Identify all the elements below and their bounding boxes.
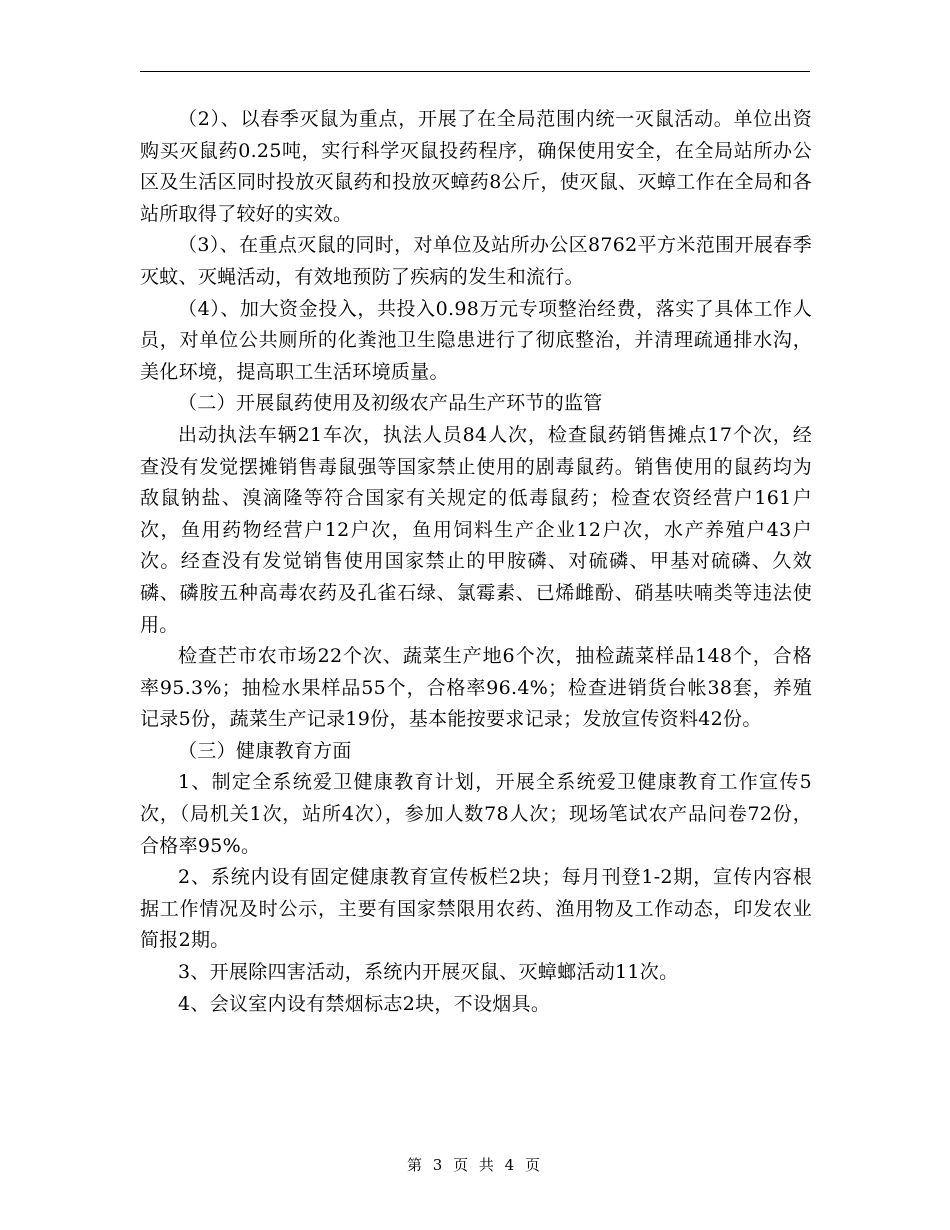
section-heading-health-education: （三）健康教育方面 <box>178 739 352 762</box>
paragraph-funding-investment: （4）、加大资金投入，共投入0.98万元专项整治经费，落实了具体工作人员，对单位公共厕所的化粪池卫生隐患进行了彻底整治，并清理疏通排水沟，美化环境，提高职工生活环境质量。 <box>140 297 812 383</box>
paragraph-law-enforcement: 出动执法车辆21车次，执法人员84人次，检查鼠药销售摊点17个次，经查没有发觉摆摊销售毒鼠强等国家禁止使用的剧毒鼠药。销售使用的鼠药均为敌鼠钠盐、溴滴隆等符合国家有关规定的低毒鼠药；检查农资经营户161户次，鱼用药物经营户12户次，鱼用饲料生产企业12户次，水产养殖户43户次。经查没有发觉销售使用国家禁止的甲胺磷、对硫磷、甲基对硫磷、久效磷、磷胺五种高毒农药及孔雀石绿、氯霉素、已烯雌酚、硝基呋喃类等违法使用。 <box>140 423 812 636</box>
page-number-footer: 第 3 页 共 4 页 <box>407 1156 543 1174</box>
list-item-pest-elimination: 3、开展除四害活动，系统内开展灭鼠、灭蟑螂活动11次。 <box>178 961 679 984</box>
list-item-no-smoking: 4、会议室内设有禁烟标志2块，不设烟具。 <box>178 992 551 1015</box>
list-item-publicity-board: 2、系统内设有固定健康教育宣传板栏2块；每月刊登1-2期，宣传内容根据工作情况及时公示，主要有国家禁限用农药、渔用物及工作动态，印发农业简报2期。 <box>140 866 812 952</box>
paragraph-mosquito-fly-control: （3）、在重点灭鼠的同时，对单位及站所办公区8762平方米范围开展春季灭蚊、灭蝇活动，有效地预防了疾病的发生和流行。 <box>140 234 812 288</box>
section-heading-supervision: （二）开展鼠药使用及初级农产品生产环节的监管 <box>178 392 603 415</box>
paragraph-market-inspection: 检查芒市农市场22个次、蔬菜生产地6个次，抽检蔬菜样品148个，合格率95.3%；抽检水果样品55个，合格率96.4%；检查进销货台帐38套，养殖记录5份，蔬菜生产记录19份，基本能按要求记录；发放宣传资料42份。 <box>140 645 812 731</box>
paragraph-spring-rodent-control: （2）、以春季灭鼠为重点，开展了在全局范围内统一灭鼠活动。单位出资购买灭鼠药0.25吨，实行科学灭鼠投药程序，确保使用安全，在全局站所办公区及生活区同时投放灭鼠药和投放灭蟑药8公斤，使灭鼠、灭蟑工作在全局和各站所取得了较好的实效。 <box>140 108 812 225</box>
list-item-education-plan: 1、制定全系统爱卫健康教育计划，开展全系统爱卫健康教育工作宣传5次，（局机关1次，站所4次），参加人数78人次；现场笔试农产品问卷72份，合格率95%。 <box>140 771 812 857</box>
document-body <box>140 104 812 1020</box>
header-rule <box>140 71 810 72</box>
